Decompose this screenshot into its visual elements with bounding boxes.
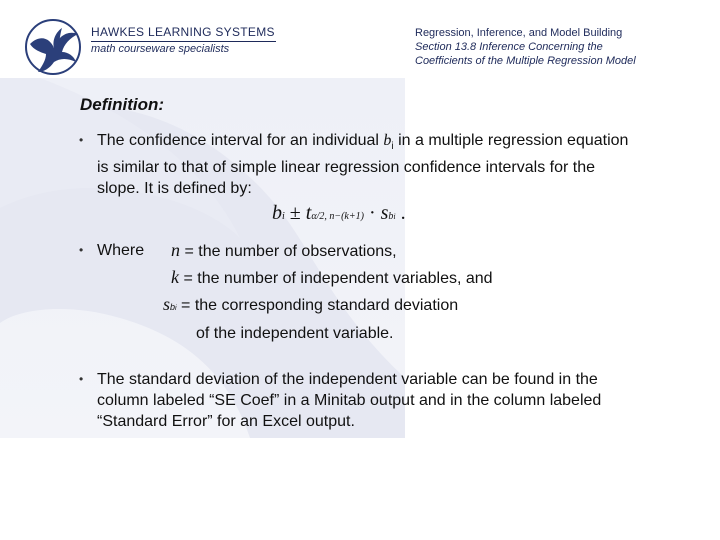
formula-b-sub: i [282,211,285,222]
bullet-dot-icon: • [79,243,84,257]
formula-s-subsub: i [393,212,396,221]
formula-t-sub: α/2, n−(k+1) [311,211,364,222]
def-text-s: = the corresponding standard deviation [181,297,459,314]
def-row-n [171,240,397,261]
formula-period: . [400,202,406,224]
confidence-interval-formula [272,202,406,225]
def-text-n: = the number of observations, [184,243,397,260]
chapter-block [415,26,715,68]
def-var-s-sub: b [170,302,176,312]
formula-plus-minus: ± [289,202,301,224]
def-row-s [163,294,458,315]
formula-b: b [272,202,282,224]
bullet1-sub: i [391,141,394,153]
where-label: Where [97,242,145,259]
formula-s-sub: b [388,211,394,222]
formula-dot: · [368,202,376,224]
bullet-standard-deviation [79,369,642,432]
def-continuation: of the independent variable. [196,325,394,342]
bullet1-prefix: The confidence interval for an individual [97,132,384,149]
chapter-title: Regression, Inference, and Model Building [415,27,623,39]
def-var-s: s [163,294,171,314]
company-divider [91,41,276,42]
company-block [91,25,276,55]
def-text-k: = the number of independent variables, and [183,270,493,287]
def-row-k [171,267,493,288]
formula-s: s [380,202,389,224]
bullet3-text: The standard deviation of the independent variable can be found in the column labeled “SE Coef” in a Minitab output and in the column labeled “Standard Error” for an Excel output. [97,371,602,430]
section-title-line2: Coefficients of the Multiple Regression Model [415,55,636,67]
bullet1-suffix: in a multiple regression equation is similar to that of simple linear regression confidence intervals for the slope. It is defined by: [97,132,629,198]
bullet-confidence-interval [79,130,637,199]
bullet1-var: b [383,132,392,149]
def-var-k: k [171,267,179,287]
definition-heading: Definition: [80,95,165,114]
eagle-logo-icon [24,18,82,76]
section-title-line1: Section 13.8 Inference Concerning the [415,41,603,53]
bullet-where [79,240,145,261]
company-tagline: math courseware specialists [91,43,230,55]
hawkes-logo [24,18,82,76]
formula-t: t [305,202,312,224]
def-var-n: n [171,240,180,260]
company-name: HAWKES LEARNING SYSTEMS [91,25,275,39]
def-var-s-subsub: i [175,305,177,312]
bullet-dot-icon: • [79,372,84,386]
bullet-dot-icon: • [79,133,84,147]
